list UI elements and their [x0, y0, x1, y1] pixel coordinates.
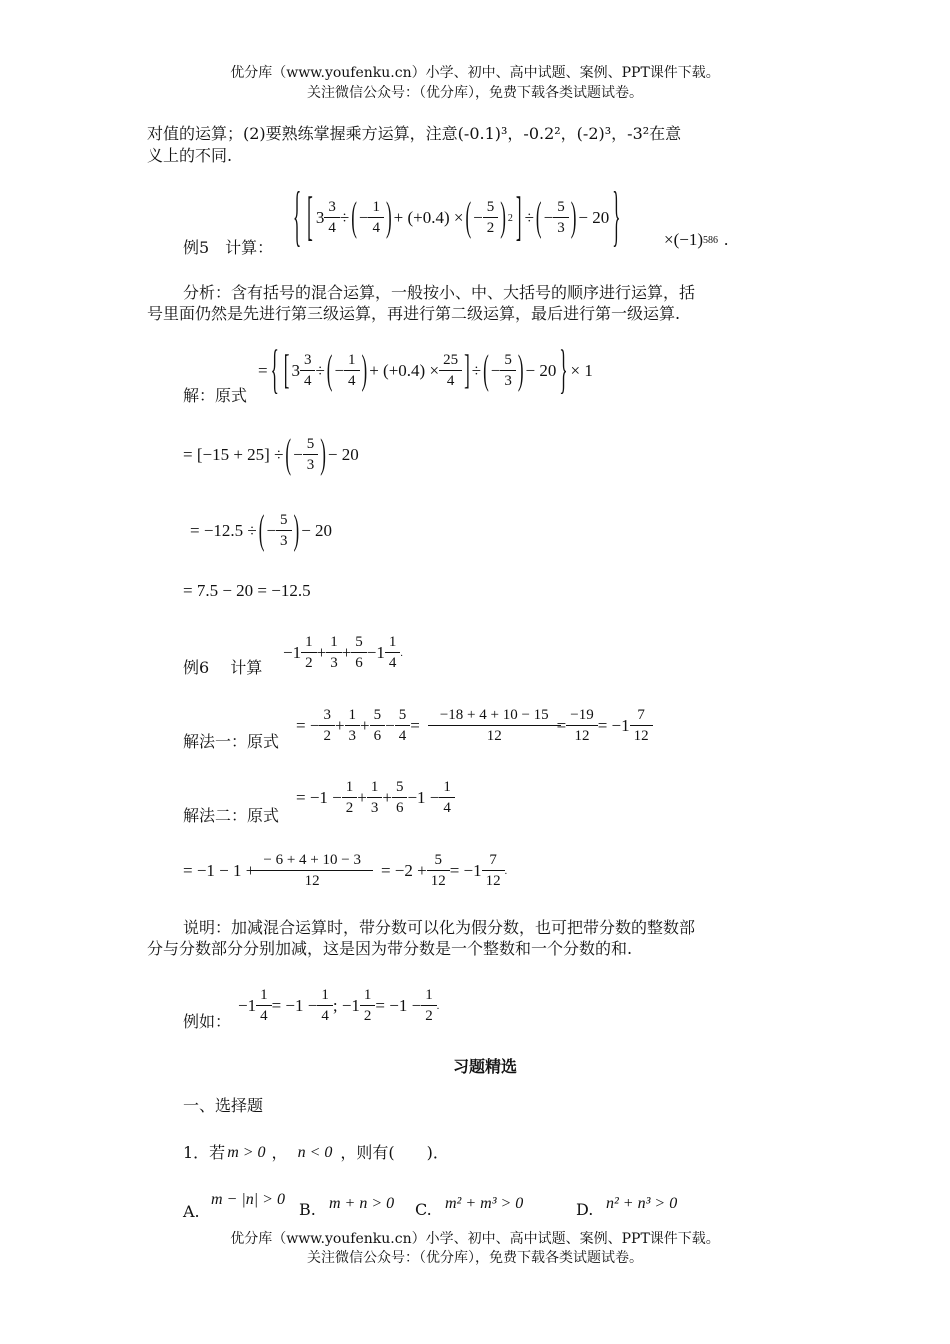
- option-d-letter[interactable]: D.: [576, 1200, 594, 1219]
- option-a-expr[interactable]: m − |n| > 0: [211, 1191, 285, 1208]
- option-b-letter[interactable]: B.: [299, 1200, 316, 1219]
- note-line-1: 说明：加减混合运算时，带分数可以化为假分数，也可把带分数的整数部: [183, 918, 696, 937]
- option-c-letter[interactable]: C.: [415, 1200, 432, 1219]
- example5-tail: ×(−1) 586 .: [664, 230, 729, 249]
- q1-prefix: 1．若: [183, 1143, 226, 1162]
- analysis-line-2: 号里面仍然是先进行第三级运算，再进行第二级运算，最后进行第一级运算.: [147, 304, 681, 323]
- option-c-expr[interactable]: m² + m³ > 0: [445, 1195, 524, 1212]
- example5-label: 例5 计算：: [183, 238, 274, 257]
- option-b-expr[interactable]: m + n > 0: [329, 1195, 395, 1212]
- footer-line-1: 优分库（www.youfenku.cn）小学、初中、高中试题、案例、PPT课件下载。: [230, 1231, 720, 1247]
- solution5-step4: = 7.5 − 20 = −12.5: [183, 581, 311, 600]
- footer-line-2: 关注微信公众号：（优分库），免费下载各类试题试卷。: [307, 1250, 643, 1266]
- option-a-letter[interactable]: A.: [183, 1202, 200, 1221]
- q1-options: [183, 1190, 743, 1220]
- method1-label: 解法一：原式: [183, 732, 280, 751]
- note-line-2: 分与分数部分分别加减，这是因为带分数是一个整数和一个分数的和.: [147, 939, 633, 958]
- question-1: [183, 1143, 449, 1163]
- exercises-section: 一、选择题: [183, 1096, 264, 1115]
- note-example-label: 例如：: [183, 1012, 232, 1031]
- q1-suffix: ，则有( )．: [340, 1143, 449, 1162]
- method2-step1: = −1 − 1 2 + 1 3 + 5 6 −1 − 1 4: [296, 773, 455, 823]
- solution5-step1: = { [ 3 3 4 ÷ ( − 1 4 ) + (+0.4) × 25 4 ] ÷ ( − 5 3 ) − 20 } × 1: [258, 339, 593, 400]
- header-line-2: 关注微信公众号：（优分库），免费下载各类试题试卷。: [307, 85, 643, 101]
- method2-step2: = −1 − 1 + $\frac{- 6 + 4 + 10 - 3}{12}$ = −2 + $\frac{5}{12}$ = −1 7 12 .: [183, 852, 508, 889]
- q1-sep: ，: [271, 1143, 288, 1162]
- intro-line-1: 对值的运算；(2)要熟练掌握乘方运算，注意(-0.1)³，-0.2²，(-2)³，-3²在意: [147, 124, 682, 143]
- analysis-line-1: 分析：含有括号的混合运算，一般按小、中、大括号的顺序进行运算，括: [183, 283, 696, 302]
- solution5-step2: = [−15 + 25] ÷ ( − 5 3 ) − 20: [183, 431, 359, 477]
- example5-expression: { [ 3 3 4 ÷ ( − 1 4 ) + (+0.4) × ( − 5 2 ) 2 ] ÷ ( − 5 3 ) − 20 }: [293, 178, 621, 254]
- note-example-expression: −1 1 4 = −1 − 1 4 ; −1 1 2 = −1 − 1 2 .: [238, 987, 440, 1024]
- intro-line-2: 义上的不同.: [147, 146, 233, 165]
- solution5-step3: = −12.5 ÷ ( − 5 3 ) − 20: [190, 507, 333, 553]
- example6-label: 例6 计算: [183, 658, 263, 677]
- method1-expression: = − 3 2 + 1 3 + 5 6 − 5 4 = −18 + 4 + 10 − 15 12 = −19 12 = −1 7 12: [296, 701, 653, 751]
- header-line-1: 优分库（www.youfenku.cn）小学、初中、高中试题、案例、PPT课件下载。: [230, 65, 720, 81]
- method2-label: 解法二：原式: [183, 806, 280, 825]
- q1-cond1: m > 0: [227, 1144, 266, 1161]
- example6-expression: −1 1 2 + 1 3 + 5 6 −1 1 4 .: [283, 634, 403, 671]
- exercises-title: 习题精选: [452, 1057, 517, 1076]
- option-d-expr[interactable]: n² + n³ > 0: [606, 1195, 678, 1212]
- q1-cond2: n < 0: [297, 1144, 333, 1161]
- solution5-label: 解：原式: [183, 386, 248, 405]
